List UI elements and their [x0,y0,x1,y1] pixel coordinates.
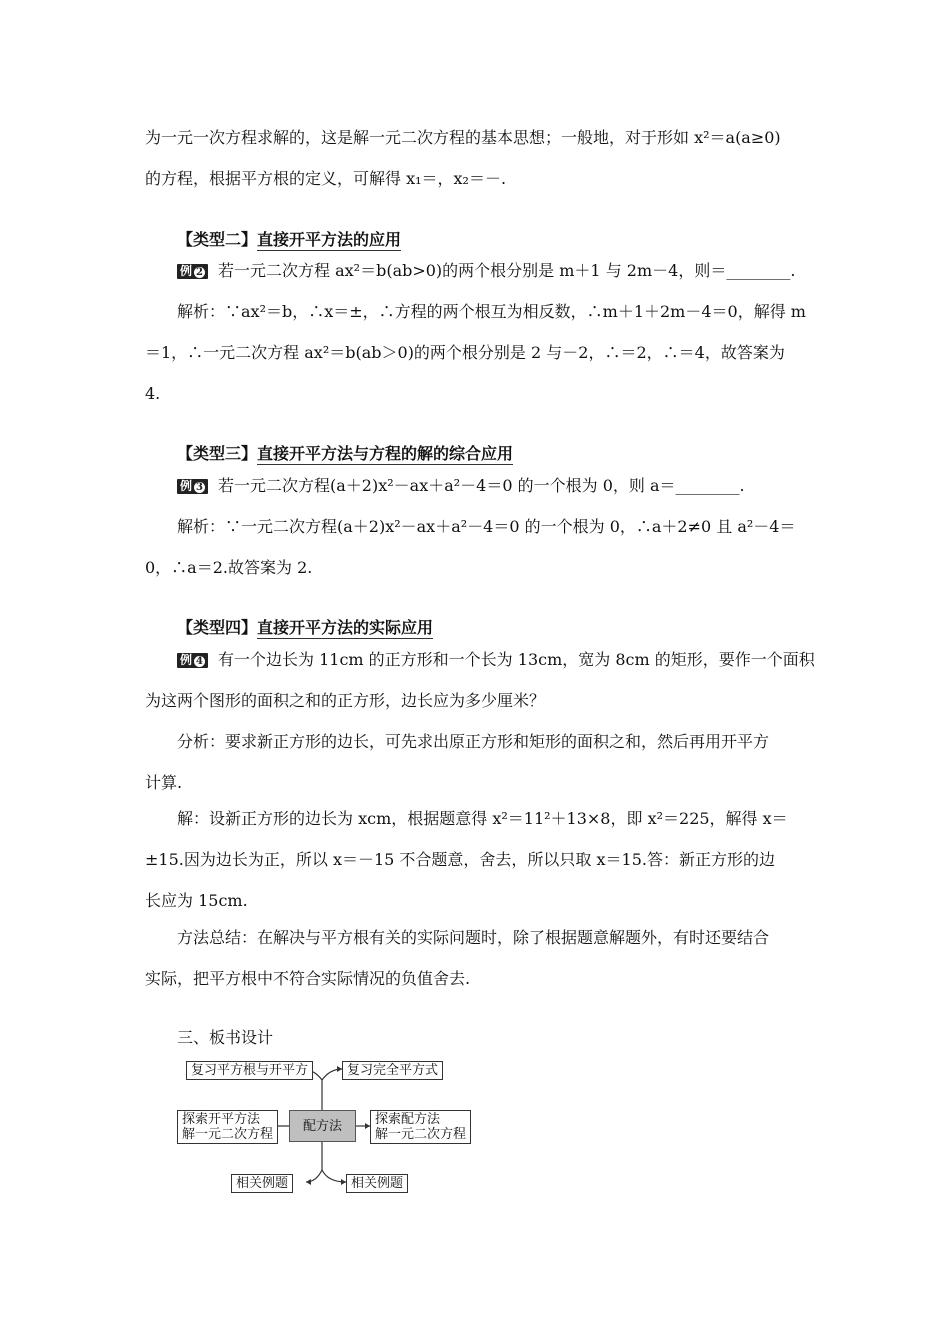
solution-line: 解：设新正方形的边长为 xcm，根据题意得 x²＝11²＋13×8，即 x²＝225，解得 x＝ [177,809,788,828]
question-line: 为这两个图形的面积之和的正方形，边长应为多少厘米？ [145,691,546,710]
node-related-examples-right: 相关例题 [346,1174,408,1193]
node-center-completing-square: 配方法 [289,1110,356,1142]
heading-title: 直接开平方法与方程的解的综合应用 [257,444,514,463]
example-question: 例 3 若一元二次方程(a＋2)x²－ax＋a²－4＝0 的一个根为 0，则 a＝________. [177,475,745,497]
heading-title: 直接开平方法的实际应用 [257,618,434,637]
method-summary-line: 实际，把平方根中不符合实际情况的负值舍去. [145,969,471,988]
solution-line: 解析：∵一元二次方程(a＋2)x²－ax＋a²－4＝0 的一个根为 0，∴a＋2≠0 且 a²－4＝ [177,517,796,536]
paragraph-line: 为一元一次方程求解的，这是解一元二次方程的基本思想；一般地，对于形如 x²＝a(a≥0) [145,128,781,147]
node-related-examples-left: 相关例题 [231,1174,293,1193]
example-badge: 例 4 [177,653,208,668]
solution-line: 长应为 15cm. [145,891,248,910]
solution-line: ±15.因为边长为正，所以 x＝－15 不合题意，舍去，所以只取 x＝15.答：新正方形的边 [145,850,775,869]
heading-bracket: 【类型二】 [177,230,258,249]
node-explore-sqrt-method: 探索开平方法 解一元二次方程 [177,1110,278,1144]
example-question: 例 2 若一元二次方程 ax²＝b(ab>0)的两个根分别是 m＋1 与 2m－4，则＝________. [177,260,795,282]
method-summary-line: 方法总结：在解决与平方根有关的实际问题时，除了根据题意解题外，有时还要结合 [177,928,770,947]
example-badge: 例 2 [177,264,208,279]
solution-line: 4. [145,384,161,403]
solution-line: 解析：∵ax²＝b，∴x＝±，∴方程的两个根互为相反数，∴m＋1＋2m－4＝0，解得 m [177,302,806,321]
example-question: 例 4 有一个边长为 11cm 的正方形和一个长为 13cm，宽为 8cm 的矩形，要作一个面积 [177,649,815,671]
paragraph-line: 的方程，根据平方根的定义，可解得 x₁＝，x₂＝－. [145,169,507,188]
heading-bracket: 【类型三】 [177,444,258,463]
solution-line: ＝1，∴一元二次方程 ax²＝b(ab＞0)的两个根分别是 2 与－2，∴＝2，∴＝4，故答案为 [145,343,785,362]
node-review-perfect-square: 复习完全平方式 [342,1061,443,1080]
section-title: 三、板书设计 [177,1028,274,1047]
analysis-line: 计算. [145,773,183,792]
example-badge: 例 3 [177,479,208,494]
node-explore-completing-square: 探索配方法 解一元二次方程 [370,1110,471,1144]
heading-bracket: 【类型四】 [177,618,258,637]
node-review-square-root: 复习平方根与开平方 [186,1061,313,1080]
solution-line: 0，∴a＝2.故答案为 2. [145,558,313,577]
heading-title: 直接开平方法的应用 [257,230,402,249]
analysis-line: 分析：要求新正方形的边长，可先求出原正方形和矩形的面积之和，然后再用开平方 [177,732,770,751]
